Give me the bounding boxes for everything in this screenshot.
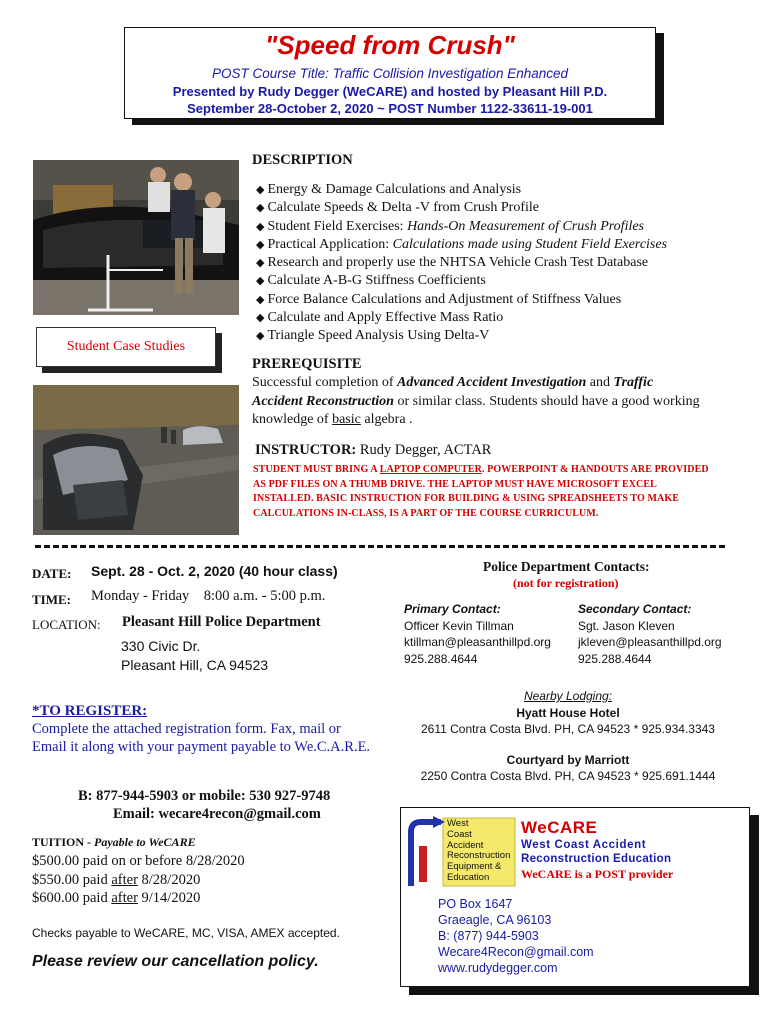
checks-note: Checks payable to WeCARE, MC, VISA, AMEX accepted. (32, 926, 340, 940)
time-label: TIME: (32, 592, 71, 607)
logo-line: Accident (447, 839, 484, 851)
wecare-po-box: PO Box 1647 (438, 897, 513, 911)
description-item-text: Force Balance Calculations and Adjustment of Stiffness Values (267, 291, 622, 307)
diamond-bullet-icon: ◆ (256, 220, 265, 233)
description-item-italic: Hands-On Measurement of Crush Profiles (407, 218, 645, 234)
header-box (124, 27, 656, 119)
wecare-phone: B: (877) 944-5903 (438, 929, 539, 943)
tuition-label (32, 835, 196, 850)
description-item (256, 327, 667, 345)
page-title: "Speed from Crush" (264, 30, 516, 60)
primary-contact-email[interactable]: ktillman@pleasanthillpd.org (404, 635, 551, 649)
wecare-box (400, 807, 750, 987)
contact-email[interactable]: Email: wecare4recon@gmail.com (113, 806, 321, 822)
secondary-contact-phone: 925.288.4644 (578, 651, 652, 666)
cancellation-note[interactable]: Please review our cancellation policy. (32, 953, 319, 970)
address-line-1: 330 Civic Dr. (121, 638, 201, 654)
prerequisite-heading: PREREQUISITE (252, 356, 362, 372)
diamond-bullet-icon: ◆ (256, 312, 265, 325)
description-item-text: Practical Application: (267, 236, 393, 252)
hotel-1-address: 2611 Contra Costa Blvd. PH, CA 94523 * 925.934.3343 (421, 722, 715, 736)
logo-line: Education (447, 871, 490, 883)
address-line-2: Pleasant Hill, CA 94523 (121, 657, 269, 673)
description-item-italic: Calculations made using Student Field Exercises (392, 236, 668, 252)
wecare-email[interactable]: Wecare4Recon@gmail.com (438, 945, 594, 959)
description-heading: DESCRIPTION (252, 152, 353, 168)
description-item (256, 291, 667, 309)
primary-contact-phone: 925.288.4644 (404, 651, 478, 666)
lodging-heading: Nearby Lodging: (523, 689, 613, 703)
diamond-bullet-icon: ◆ (256, 238, 265, 251)
register-line-1: Complete the attached registration form. Fax, mail or (32, 721, 341, 737)
instructor-name: Rudy Degger, ACTAR (356, 442, 492, 458)
primary-contact-name: Officer Kevin Tillman (404, 618, 514, 633)
laptop-note (253, 463, 713, 521)
diamond-bullet-icon: ◆ (256, 257, 265, 270)
tuition-list (32, 852, 245, 908)
description-list (256, 181, 667, 346)
hotel-2-name: Courtyard by Marriott (506, 752, 630, 767)
course-name-reconstruction: Traffic Accident Reconstruction (252, 375, 654, 409)
wecare-logo-text (447, 819, 510, 884)
secondary-contact-label: Secondary Contact: (578, 602, 692, 616)
register-heading[interactable]: *TO REGISTER: (32, 703, 148, 719)
instructor-line (255, 442, 491, 459)
wecare-city: Graeagle, CA 96103 (438, 913, 552, 927)
diamond-bullet-icon: ◆ (256, 275, 265, 288)
laptop-note-part: . POWERPOINT & HANDOUTS ARE PROVIDED AS PDF FILES ON A THUMB DRIVE. THE LAPTOP MUST HAVE MICROSOFT EXCEL INSTALLED. BASIC INSTRUCTION FOR BUILDING & USING SPREADSHEETS TO MAKE CALCULATIONS IN-CLASS, IS A PART OF THE COURSE CURRICULUM. (253, 464, 709, 519)
secondary-contact-email[interactable]: jkleven@pleasanthillpd.org (578, 635, 722, 649)
wecare-title: WeCARE (521, 818, 598, 837)
tuition-payable: Payable to WeCARE (94, 835, 196, 849)
tuition-tier-2-after: after (111, 871, 138, 888)
location-value: Pleasant Hill Police Department (122, 614, 321, 630)
hotel-2-address: 2250 Contra Costa Blvd. PH, CA 94523 * 925.691.1444 (420, 769, 716, 783)
tuition-tier-3-after: after (111, 890, 138, 906)
diamond-bullet-icon: ◆ (256, 293, 265, 306)
tuition-tier-1: $500.00 paid on or before 8/28/2020 (32, 853, 245, 869)
police-contacts-sub: (not for registration) (513, 576, 619, 590)
description-item-text: Energy & Damage Calculations and Analysis (267, 182, 522, 197)
logo-line: West (447, 818, 469, 829)
date-value: Sept. 28 - Oct. 2, 2020 (40 hour class) (91, 563, 338, 579)
tuition-tier-3 (32, 889, 245, 908)
prerequisite-part: or similar class. Students should have a good working knowledge of (252, 393, 700, 427)
description-item (256, 272, 667, 290)
tuition-tier-3-date: 9/14/2020 (137, 890, 201, 906)
hotel-1-name: Hyatt House Hotel (516, 705, 620, 720)
section-divider (35, 545, 725, 548)
tuition-tier-2-part: $550.00 paid (32, 871, 112, 888)
description-item-text: Student Field Exercises: (267, 218, 408, 234)
secondary-contact-name: Sgt. Jason Kleven (578, 618, 675, 633)
description-item (256, 181, 667, 199)
tuition-tier-2-date: 8/28/2020 (137, 871, 201, 888)
prerequisite-part: and (586, 375, 614, 390)
basic-underlined: basic (332, 412, 361, 427)
time-value: Monday - Friday 8:00 a.m. - 5:00 p.m. (91, 588, 326, 604)
wecare-logo (407, 816, 517, 888)
logo-line: Equipment & (447, 861, 502, 873)
wecare-website[interactable]: www.rudydegger.com (438, 961, 558, 975)
prerequisite-part: algebra . (360, 412, 413, 427)
prerequisite-text (252, 374, 702, 430)
presenter-line: Presented by Rudy Degger (WeCARE) and hosted by Pleasant Hill P.D. (172, 84, 608, 99)
description-item (256, 309, 667, 327)
primary-contact (404, 601, 551, 667)
diamond-bullet-icon: ◆ (256, 184, 265, 196)
location-label: LOCATION: (32, 617, 101, 632)
laptop-note-part: STUDENT MUST BRING A (253, 464, 380, 475)
register-line-2: Email it along with your payment payable to We.C.A.R.E. (32, 739, 371, 755)
description-item (256, 218, 667, 236)
wecare-provider: WeCARE is a POST provider (521, 867, 674, 881)
course-name-advanced: Advanced Accident Investigation (397, 375, 587, 390)
description-item-text: Triangle Speed Analysis Using Delta-V (267, 328, 490, 344)
wecare-sub-1: West Coast Accident (521, 839, 647, 851)
description-item (256, 254, 667, 272)
wecare-address (438, 896, 594, 976)
police-contacts-heading: Police Department Contacts: (483, 559, 650, 574)
secondary-contact (578, 601, 722, 667)
diamond-bullet-icon: ◆ (256, 330, 265, 343)
tuition-tier-3-part: $600.00 paid (32, 890, 112, 906)
lodging-block (398, 688, 738, 785)
contact-phone: B: 877-944-5903 or mobile: 530 927-9748 (78, 788, 331, 804)
description-item-text: Research and properly use the NHTSA Vehicle Crash Test Database (267, 255, 649, 271)
laptop-link[interactable]: LAPTOP COMPUTER (379, 464, 482, 475)
description-item (256, 236, 667, 254)
crash-scene-photo (33, 385, 239, 535)
course-title: POST Course Title: Traffic Collision Investigation Enhanced (211, 66, 569, 81)
tuition-title: TUITION - (32, 835, 95, 849)
description-item-text: Calculate A-B-G Stiffness Coefficients (267, 273, 486, 289)
case-studies-label: Student Case Studies (36, 327, 216, 367)
diamond-bullet-icon: ◆ (256, 202, 265, 215)
wecare-sub-2: Reconstruction Education (521, 853, 672, 865)
description-item-text: Calculate and Apply Effective Mass Ratio (267, 310, 504, 326)
logo-line: Reconstruction (447, 850, 511, 862)
dates-line: September 28-October 2, 2020 ~ POST Number 1122-33611-19-001 (187, 101, 593, 116)
prerequisite-part: Successful completion of (252, 375, 398, 390)
date-label: DATE: (32, 566, 72, 581)
primary-contact-label: Primary Contact: (404, 602, 501, 616)
field-exercise-photo (33, 160, 239, 315)
tuition-tier-2 (32, 871, 245, 890)
description-item-text: Calculate Speeds & Delta -V from Crush Profile (267, 200, 539, 216)
instructor-label: INSTRUCTOR: (255, 442, 357, 458)
logo-line: Coast (447, 828, 472, 840)
description-item (256, 199, 667, 217)
